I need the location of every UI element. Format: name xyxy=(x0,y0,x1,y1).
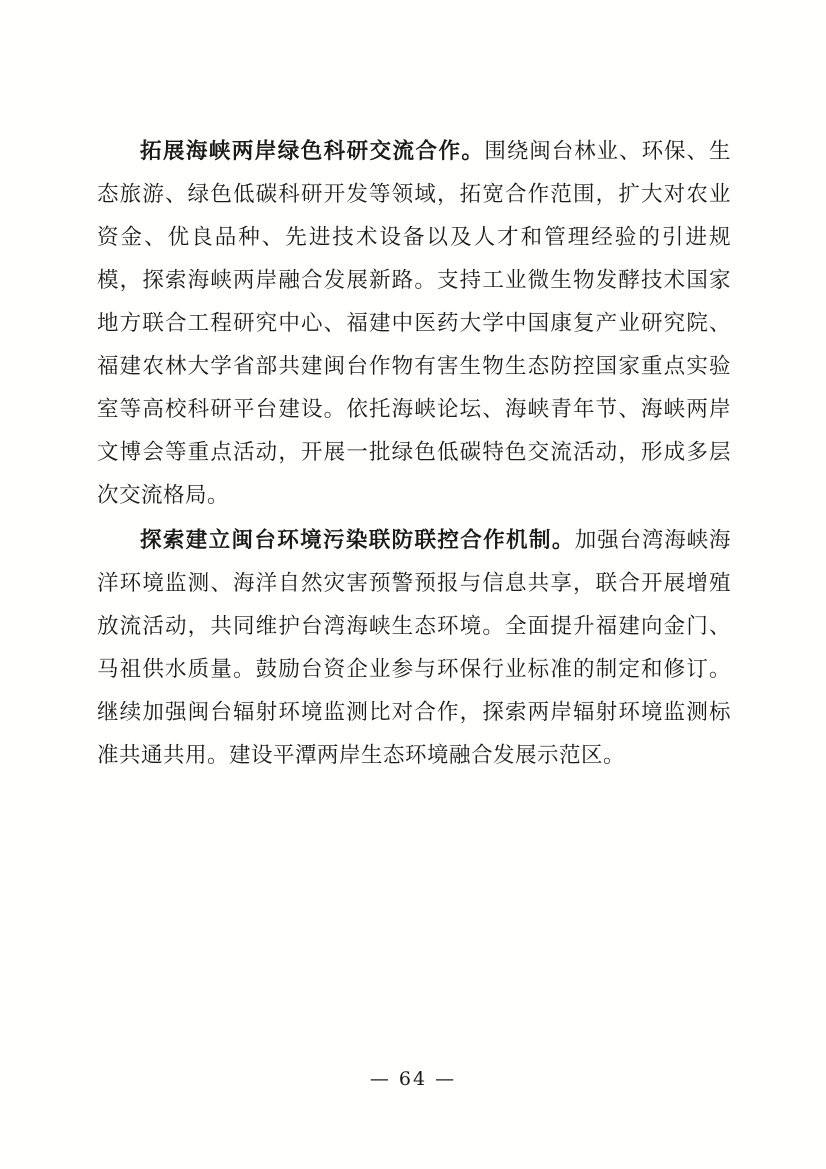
paragraph-1 xyxy=(97,130,731,517)
paragraph-1-lead: 拓展海峡两岸绿色科研交流合作。 xyxy=(140,139,485,164)
paragraph-1-body: 围绕闽台林业、环保、生态旅游、绿色低碳科研开发等领域，拓宽合作范围，扩大对农业资金、优良品种、先进技术设备以及人才和管理经验的引进规模，探索海峡两岸融合发展新路。支持工业微生物发酵技术国家地方联合工程研究中心、福建中医药大学中国康复产业研究院、福建农林大学省部共建闽台作物有害生物生态防控国家重点实验室等高校科研平台建设。依托海峡论坛、海峡青年节、海峡两岸文博会等重点活动，开展一批绿色低碳特色交流活动，形成多层次交流格局。 xyxy=(97,139,731,508)
document-body xyxy=(97,130,731,777)
paragraph-2-lead: 探索建立闽台环境污染联防联控合作机制。 xyxy=(140,528,575,553)
page-number: — 64 — xyxy=(369,1068,457,1090)
paragraph-2-body: 加强台湾海峡海洋环境监测、海洋自然灾害预警预报与信息共享，联合开展增殖放流活动，共同维护台湾海峡生态环境。全面提升福建向金门、马祖供水质量。鼓励台资企业参与环保行业标准的制定和修订。继续加强闽台辐射环境监测比对合作，探索两岸辐射环境监测标准共通共用。建设平潭两岸生态环境融合发展示范区。 xyxy=(97,528,731,768)
paragraph-2 xyxy=(97,519,731,777)
